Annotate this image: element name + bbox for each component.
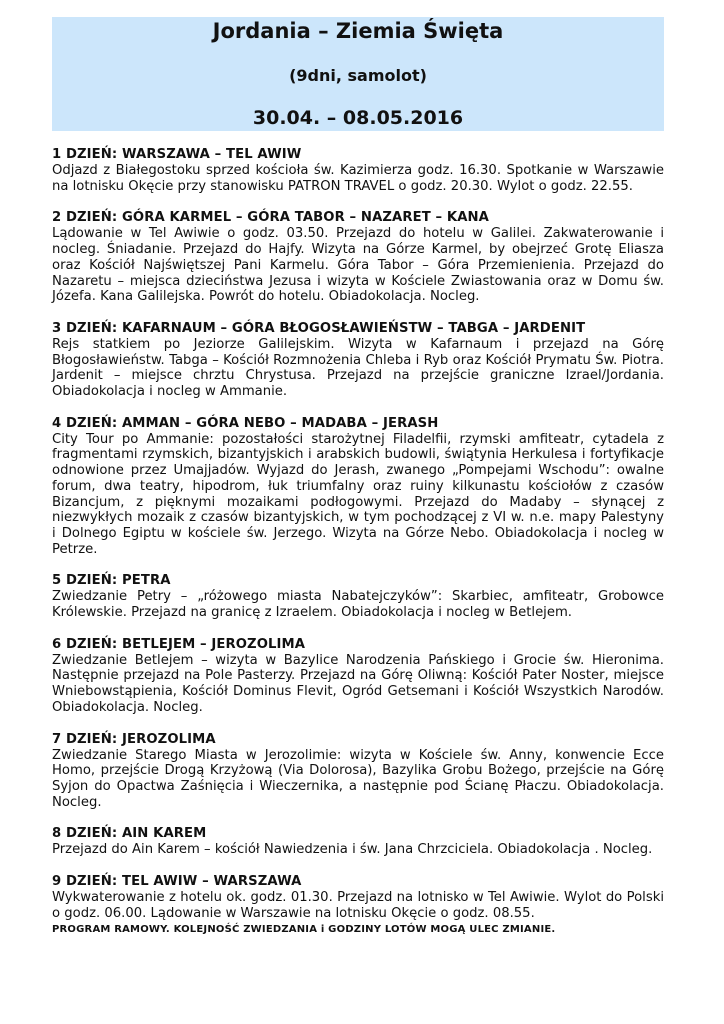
day-title: 8 DZIEŃ: AIN KAREM [52, 826, 207, 842]
day-6-section [52, 637, 664, 716]
day-list [52, 147, 664, 938]
day-description: City Tour po Ammanie: pozostałości starożytnej Filadelfii, rzymski amfiteatr, cytadela z fragmentami rzymskich, bizantyjskich i arabskich budowli, świątynia Herkulesa i fortyfikacje odnowione przez Umajjadów. Wyjazd do Jerash, zwanego „Pompejami Wschodu”: owalne forum, dwa teatry, hipodrom, łuk triumfalny oraz ruiny kilkunastu kościołów z czasów Bizancjum, z pięknymi mozaikami podłogowymi. Przejazd do Madaby – słynącej z niezwykłych mozaik z czasów bizantyjskich, w tym pochodzącej z VI w. n.e. mapy Palestyny i Dolnego Egiptu w kościele św. Jerzego. Wizyta na Górze Nebo. Obiadokolacja i nocleg w Petrze. [52, 431, 664, 557]
day-1-section [52, 147, 664, 194]
day-description: Odjazd z Białegostoku sprzed kościoła św. Kazimierza godz. 16.30. Spotkanie w Warszawie na lotnisku Okęcie przy stanowisku PATRON TRAVEL o godz. 20.30. Wylot o godz. 22.55. [52, 163, 664, 194]
day-4-section [52, 416, 664, 558]
day-title: 6 DZIEŃ: BETLEJEM – JEROZOLIMA [52, 636, 306, 652]
day-5-section [52, 573, 664, 620]
day-title: 7 DZIEŃ: JEROZOLIMA [52, 731, 216, 747]
day-title: 4 DZIEŃ: AMMAN – GÓRA NEBO – MADABA – JERASH [52, 415, 439, 431]
page-title: Jordania – Ziemia Święta [212, 19, 504, 43]
day-description: Przejazd do Ain Karem – kościół Nawiedzenia i św. Jana Chrzciciela. Obiadokolacja . Nocleg. [52, 842, 653, 858]
header-box [52, 17, 664, 131]
day-description: Zwiedzanie Starego Miasta w Jerozolimie: wizyta w Kościele św. Anny, konwencie Ecce Homo, przejście Drogą Krzyżową (Via Dolorosa), Bazylika Grobu Bożego, przejście na Górę Syjon do Opactwa Zaśnięcia i Wieczernika, a następnie pod Ścianę Płaczu. Obiadokolacja. Nocleg. [52, 747, 664, 810]
day-9-section [52, 874, 664, 921]
day-title: 1 DZIEŃ: WARSZAWA – TEL AWIW [52, 147, 302, 162]
day-title: 2 DZIEŃ: GÓRA KARMEL – GÓRA TABOR – NAZARET – KANA [52, 210, 489, 226]
program-disclaimer: PROGRAM RAMOWY. KOLEJNOŚĆ ZWIEDZANIA i GODZINY LOTÓW MOGĄ ULEC ZMIANIE. [52, 924, 556, 935]
day-8-section [52, 826, 664, 858]
day-title: 9 DZIEŃ: TEL AWIW – WARSZAWA [52, 874, 302, 890]
day-title: 5 DZIEŃ: PETRA [52, 573, 171, 589]
day-description: Zwiedzanie Petry – „różowego miasta Nabatejczyków”: Skarbiec, amfiteatr, Grobowce Królewskie. Przejazd na granicę z Izraelem. Obiadokolacja i nocleg w Betlejem. [52, 589, 664, 621]
day-description: Zwiedzanie Betlejem – wizyta w Bazylice Narodzenia Pańskiego i Grocie św. Hieronima. Następnie przejazd na Pole Pasterzy. Przejazd na Górę Oliwną: Kościół Pater Noster, miejsce Wniebowstąpienia, Kościół Dominus Flevit, Ogród Getsemani i Kościół Wszystkich Narodów. Obiadokolacja. Nocleg. [52, 652, 664, 715]
day-7-section [52, 732, 664, 811]
trip-duration-subtitle: (9dni, samolot) [289, 66, 427, 85]
day-description: Rejs statkiem po Jeziorze Galilejskim. Wizyta w Kafarnaum i przejazd na Górę Błogosławieństw. Tabga – Kościół Rozmnożenia Chleba i Ryb oraz Kościół Prymatu Św. Piotra. Jardenit – miejsce chrztu Chrystusa. Przejazd na przejście graniczne Izrael/Jordania. Obiadokolacja i nocleg w Ammanie. [52, 336, 664, 400]
day-description: Lądowanie w Tel Awiwie o godz. 03.50. Przejazd do hotelu w Galilei. Zakwaterowanie i nocleg. Śniadanie. Przejazd do Hajfy. Wizyta na Górze Karmel, by obejrzeć Grotę Eliasza oraz Kościół Najświętszej Pani Karmelu. Góra Tabor – Góra Przemienienia. Przejazd do Nazaretu – miejsca dzieciństwa Jezusa i wizyta w Kościele Zwiastowania oraz w Domu św. Józefa. Kana Galilejska. Powrót do hotelu. Obiadokolacja. Nocleg. [52, 226, 664, 305]
day-2-section [52, 210, 664, 305]
day-title: 3 DZIEŃ: KAFARNAUM – GÓRA BŁOGOSŁAWIEŃSTW – TABGA – JARDENIT [52, 320, 586, 336]
day-description: Wykwaterowanie z hotelu ok. godz. 01.30. Przejazd na lotnisko w Tel Awiwie. Wylot do Polski o godz. 06.00. Lądowanie w Warszawie na lotnisku Okęcie o godz. 08.55. [52, 890, 664, 921]
day-3-section [52, 321, 664, 400]
trip-dates: 30.04. – 08.05.2016 [252, 107, 464, 129]
